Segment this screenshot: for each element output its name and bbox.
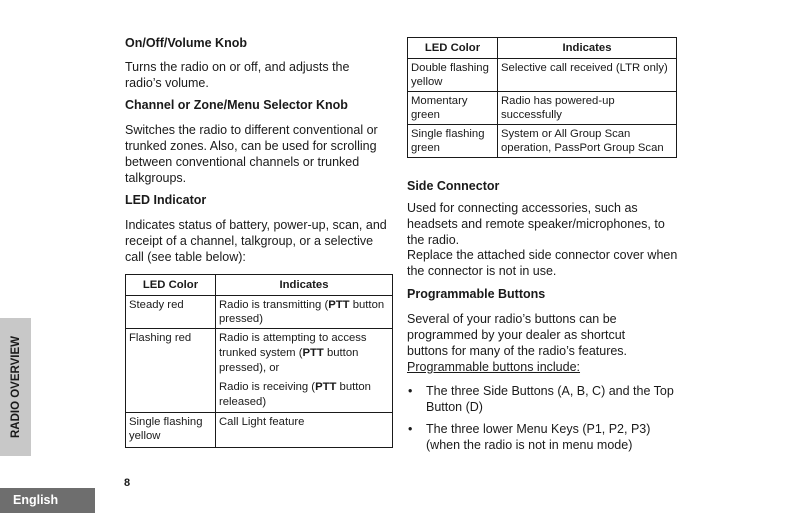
indicates-cell: Selective call received (LTR only) <box>498 59 677 92</box>
programmable-subheading: Programmable buttons include: <box>407 360 581 374</box>
led-color-cell: Single flashing yellow <box>126 413 216 448</box>
indicates-cell: Radio is transmitting (PTT button pressed) <box>216 296 393 329</box>
language-tab: English <box>0 488 95 513</box>
led-color-cell: Single flashing green <box>408 125 498 158</box>
led-color-cell: Double flashing yellow <box>408 59 498 92</box>
side-connector-text: Used for connecting accessories, such as headsets and remote speaker/microphones, to the radio. <box>407 201 665 247</box>
side-connector-heading: Side Connector <box>407 179 500 193</box>
col-header-led: LED Color <box>126 275 216 296</box>
led-heading: LED Indicator <box>125 193 207 207</box>
programmable-heading: Programmable Buttons <box>407 287 546 301</box>
led-color-cell: Steady red <box>126 296 216 329</box>
indicates-cell: Call Light feature <box>216 413 393 448</box>
programmable-text: Several of your radio’s buttons can be programmed by your dealer as shortcut buttons for many of the radio’s features. <box>407 312 628 358</box>
col-header-indicates: Indicates <box>498 38 677 59</box>
table-row <box>126 329 393 413</box>
onoff-text: Turns the radio on or off, and adjusts the radio’s volume. <box>125 60 350 90</box>
indicates-cell: Radio has powered-up successfully <box>498 92 677 125</box>
led-table-left <box>125 274 393 448</box>
programmable-list <box>407 383 679 459</box>
section-tab-label: RADIO OVERVIEW <box>9 335 22 439</box>
list-item: • The three lower Menu Keys (P1, P2, P3) (when the radio is not in menu mode) <box>407 421 679 453</box>
table-row <box>126 296 393 329</box>
col-header-led: LED Color <box>408 38 498 59</box>
indicates-cell: System or All Group Scan operation, PassPort Group Scan <box>498 125 677 158</box>
section-tab <box>0 318 31 456</box>
led-color-cell: Flashing red <box>126 329 216 413</box>
table-row <box>408 125 677 158</box>
table-row <box>126 413 393 448</box>
col-header-indicates: Indicates <box>216 275 393 296</box>
led-color-cell: Momentary green <box>408 92 498 125</box>
onoff-heading: On/Off/Volume Knob <box>125 36 247 50</box>
table-row <box>408 59 677 92</box>
indicates-cell: Radio is attempting to access trunked system (PTT button pressed), or Radio is receiving (PTT button released) <box>216 329 393 413</box>
led-text: Indicates status of battery, power-up, scan, and receipt of a channel, talkgroup, or a selective call (see table below): <box>125 218 387 264</box>
page-number: 8 <box>124 477 131 489</box>
list-item: • The three Side Buttons (A, B, C) and the Top Button (D) <box>407 383 679 415</box>
channel-text: Switches the radio to different conventional or trunked zones. Also, can be used for scrolling between conventional channels or trunked talkgroups. <box>125 123 378 185</box>
channel-heading: Channel or Zone/Menu Selector Knob <box>125 98 348 112</box>
table-row <box>408 92 677 125</box>
led-table-right <box>407 37 677 158</box>
side-connector-text-2: Replace the attached side connector cover when the connector is not in use. <box>407 248 678 278</box>
